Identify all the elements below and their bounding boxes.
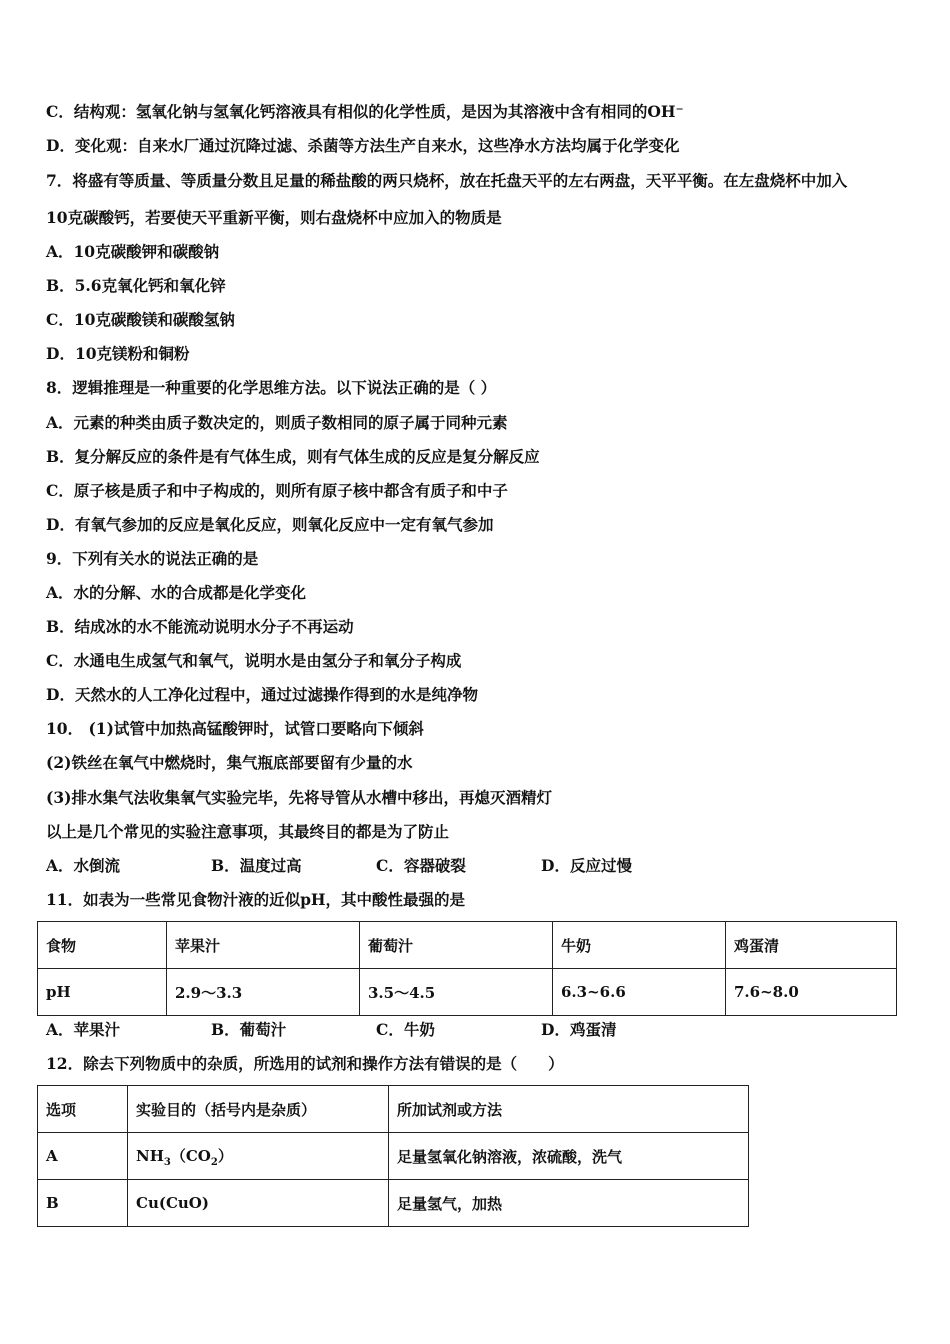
line-q6d: D．变化观：自来水厂通过沉降过滤、杀菌等方法生产自来水，这些净水方法均属于化学变化 [46, 136, 680, 155]
table-cell: 苹果汁 [167, 922, 360, 969]
table-cell: 2.9～3.3 [167, 969, 360, 1016]
q10-stem-3: (3)排水集气法收集氧气实验完毕，先将导管从水槽中移出，再熄灭酒精灯 [46, 788, 552, 807]
q7-option-d: D．10克镁粉和铜粉 [46, 344, 190, 363]
q9-option-d: D．天然水的人工净化过程中，通过过滤操作得到的水是纯净物 [46, 685, 478, 704]
q9-option-c: C．水通电生成氢气和氧气，说明水是由氢分子和氧分子构成 [46, 651, 462, 670]
table-row [38, 1086, 749, 1133]
q7-option-a: A．10克碳酸钾和碳酸钠 [46, 242, 220, 261]
q8-option-d: D．有氧气参加的反应是氧化反应，则氧化反应中一定有氧气参加 [46, 515, 494, 534]
line-q6c: C．结构观：氢氧化钠与氢氧化钙溶液具有相似的化学性质，是因为其溶液中含有相同的OH⁻ [46, 102, 684, 121]
ph-table [37, 921, 897, 1016]
subscript: 3 [163, 1156, 171, 1168]
q9-option-a: A．水的分解、水的合成都是化学变化 [46, 583, 307, 602]
q8-option-c: C．原子核是质子和中子构成的，则所有原子核中都含有质子和中子 [46, 481, 508, 500]
q12-stem: 12．除去下列物质中的杂质，所选用的试剂和操作方法有错误的是（ ） [46, 1054, 564, 1073]
q7-option-c: C．10克碳酸镁和碳酸氢钠 [46, 310, 235, 329]
table-cell: 牛奶 [553, 922, 726, 969]
q7-stem-1: 7．将盛有等质量、等质量分数且足量的稀盐酸的两只烧杯，放在托盘天平的左右两盘，天平平衡。在左盘烧杯中加入 [46, 171, 848, 190]
q8-option-b: B．复分解反应的条件是有气体生成，则有气体生成的反应是复分解反应 [46, 447, 540, 466]
table-cell: B [38, 1180, 128, 1227]
table-row [38, 969, 897, 1016]
q9-option-b: B．结成冰的水不能流动说明水分子不再运动 [46, 617, 354, 636]
subscript: 2 [210, 1156, 218, 1168]
q10-stem-2: (2)铁丝在氧气中燃烧时，集气瓶底部要留有少量的水 [46, 753, 413, 772]
table-cell [128, 1133, 389, 1180]
q10-stem-1: 10． (1)试管中加热高锰酸钾时，试管口要略向下倾斜 [46, 719, 424, 738]
table-cell: 足量氢气，加热 [389, 1180, 749, 1227]
q7-option-b: B．5.6克氧化钙和氧化锌 [46, 276, 226, 295]
q7-stem-2: 10克碳酸钙，若要使天平重新平衡，则右盘烧杯中应加入的物质是 [46, 208, 502, 227]
table-cell: Cu(CuO) [128, 1180, 389, 1227]
q11-option-a: A．苹果汁 [46, 1020, 121, 1039]
q11-stem: 11．如表为一些常见食物汁液的近似pH，其中酸性最强的是 [46, 890, 466, 909]
q11-option-c: C．牛奶 [376, 1020, 435, 1039]
table-cell: 所加试剂或方法 [389, 1086, 749, 1133]
table-cell: 3.5～4.5 [360, 969, 553, 1016]
table-cell: 实验目的（括号内是杂质） [128, 1086, 389, 1133]
q8-stem: 8．逻辑推理是一种重要的化学思维方法。以下说法正确的是（ ） [46, 378, 497, 397]
q10-option-c: C．容器破裂 [376, 856, 466, 875]
table-cell: 葡萄汁 [360, 922, 553, 969]
table-cell: A [38, 1133, 128, 1180]
q11-option-b: B．葡萄汁 [211, 1020, 287, 1039]
table-cell: 足量氢氧化钠溶液，浓硫酸，洗气 [389, 1133, 749, 1180]
table-row [38, 1180, 749, 1227]
impurity-table [37, 1085, 749, 1227]
table-cell: 鸡蛋清 [726, 922, 897, 969]
formula-nh3: NH [136, 1146, 164, 1165]
q10-stem-4: 以上是几个常见的实验注意事项，其最终目的都是为了防止 [46, 822, 450, 841]
q9-stem: 9．下列有关水的说法正确的是 [46, 549, 259, 568]
table-row [38, 1133, 749, 1180]
q10-option-d: D．反应过慢 [541, 856, 632, 875]
paren-close: ） [217, 1146, 233, 1165]
table-row [38, 922, 897, 969]
formula-co2: （CO [170, 1146, 211, 1165]
table-cell: 7.6~8.0 [726, 969, 897, 1016]
q10-option-b: B．温度过高 [211, 856, 302, 875]
table-cell: 食物 [38, 922, 167, 969]
q11-option-d: D．鸡蛋清 [541, 1020, 617, 1039]
table-cell: pH [38, 969, 167, 1016]
table-cell: 6.3~6.6 [553, 969, 726, 1016]
q8-option-a: A．元素的种类由质子数决定的，则质子数相同的原子属于同种元素 [46, 413, 508, 432]
q10-option-a: A．水倒流 [46, 856, 121, 875]
table-cell: 选项 [38, 1086, 128, 1133]
